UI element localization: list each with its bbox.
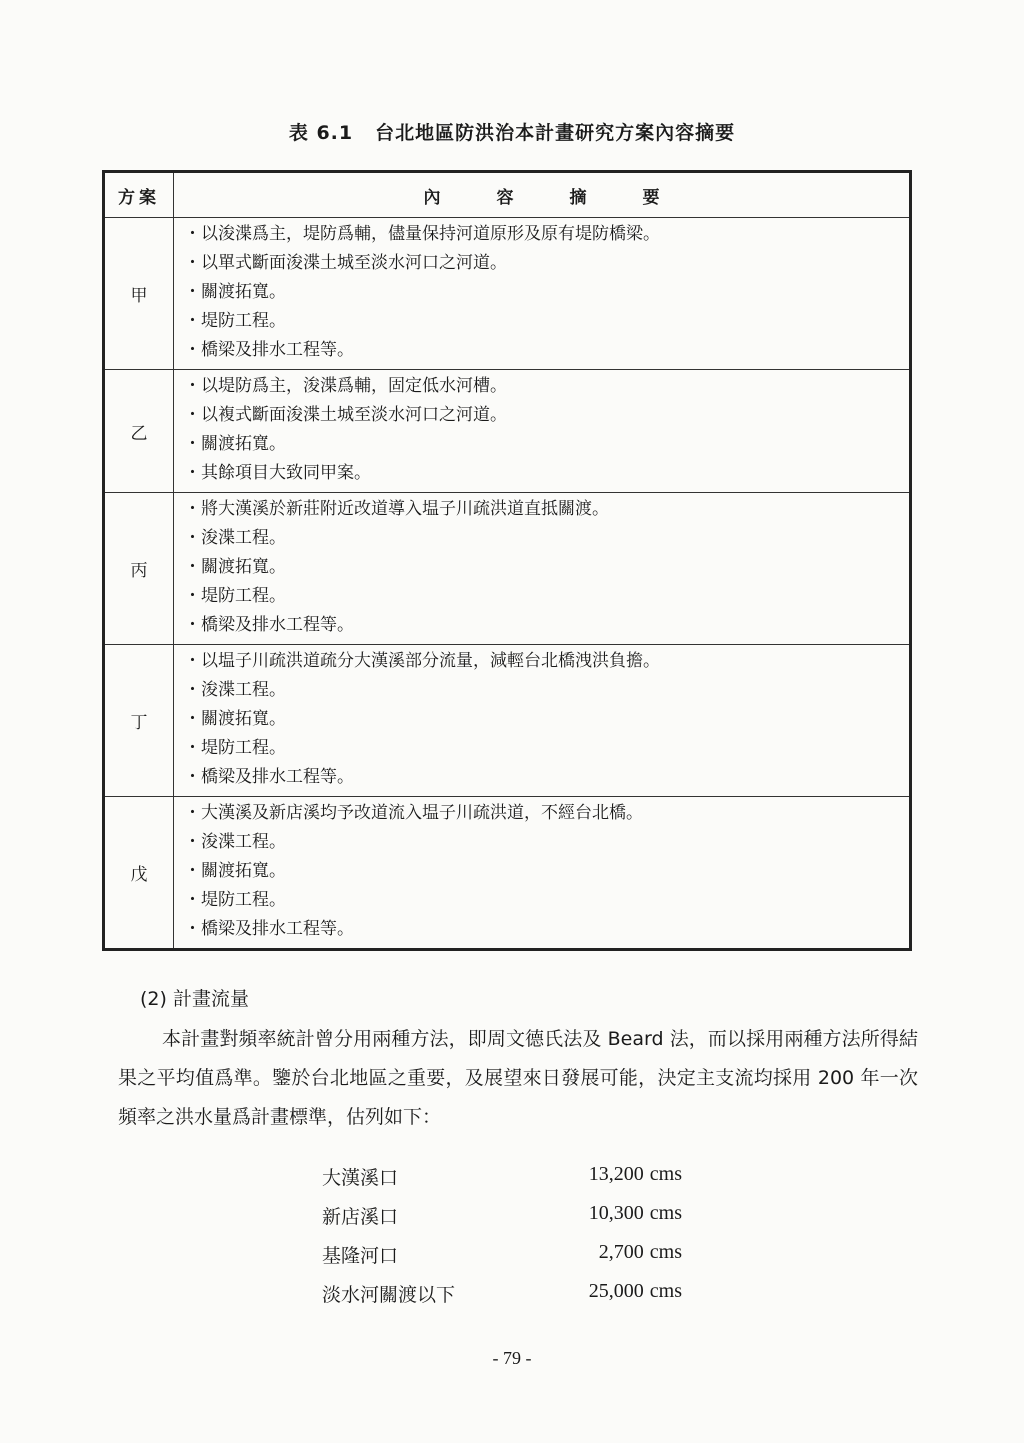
page-number: - 79 -: [492, 1348, 532, 1368]
flow-unit: cms: [649, 1241, 682, 1263]
flow-place: 基隆河口: [322, 1245, 399, 1267]
flow-row: [322, 1280, 682, 1319]
list-item: ・ 橋梁及排水工程等。: [196, 763, 909, 792]
list-item: ・ 關渡拓寬。: [196, 553, 909, 582]
flow-number: 25,000: [588, 1280, 644, 1302]
table-caption: [0, 118, 1024, 145]
section-heading: (2) 計畫流量: [140, 988, 249, 1010]
list-item: ・ 堤防工程。: [196, 582, 909, 611]
plan-items: [174, 797, 911, 950]
design-flow-list: [322, 1163, 682, 1319]
list-item: ・ 關渡拓寬。: [196, 430, 909, 459]
plan-label: 戊: [104, 797, 174, 950]
plan-label: 甲: [104, 218, 174, 370]
plan-label: 乙: [104, 370, 174, 493]
plan-items: [174, 370, 911, 493]
header-content-char: 內: [423, 187, 441, 208]
plan-items: [174, 493, 911, 645]
table-caption-title: 台北地區防洪治本計畫研究方案內容摘要: [375, 122, 736, 144]
list-item: ・ 以單式斷面浚渫土城至淡水河口之河道。: [196, 249, 909, 278]
list-item: ・ 關渡拓寬。: [196, 857, 909, 886]
plan-items: [174, 218, 911, 370]
list-item: ・ 關渡拓寬。: [196, 705, 909, 734]
list-item: ・ 將大漢溪於新莊附近改道導入塭子川疏洪道直抵關渡。: [196, 495, 909, 524]
body-paragraph: 本計畫對頻率統計曾分用兩種方法，即周文德氏法及 Beard 法，而以採用兩種方法所得結果之平均值爲準。鑒於台北地區之重要，及展望來日發展可能，決定主支流均採用 200 年一次頻率之洪水量爲計畫標準，估列如下：: [118, 1028, 918, 1128]
flow-value: [562, 1280, 682, 1319]
table-row: [104, 645, 911, 797]
table-row: [104, 797, 911, 950]
list-item: ・ 堤防工程。: [196, 734, 909, 763]
table-caption-number: 表 6.1: [288, 122, 354, 144]
flow-value: [562, 1202, 682, 1241]
table-header-row: [104, 172, 911, 218]
list-item: ・ 浚渫工程。: [196, 524, 909, 553]
flow-number: 2,700: [598, 1241, 644, 1263]
header-plan: 方案: [104, 172, 174, 218]
flow-row: [322, 1202, 682, 1241]
plan-summary-table: [102, 170, 912, 951]
flow-unit: cms: [649, 1280, 682, 1302]
list-item: ・ 橋梁及排水工程等。: [196, 611, 909, 640]
flow-number: 13,200: [588, 1163, 644, 1185]
flow-place: 淡水河關渡以下: [322, 1284, 456, 1306]
header-content-char: 要: [642, 187, 660, 208]
header-content: [174, 172, 911, 218]
list-item: ・ 堤防工程。: [196, 886, 909, 915]
list-item: ・ 浚渫工程。: [196, 828, 909, 857]
header-content-char: 容: [496, 187, 514, 208]
flow-unit: cms: [649, 1202, 682, 1224]
flow-unit: cms: [649, 1163, 682, 1185]
flow-row: [322, 1163, 682, 1202]
table-row: [104, 218, 911, 370]
flow-value: [562, 1241, 682, 1280]
flow-place: 新店溪口: [322, 1206, 399, 1228]
header-content-char: 摘: [569, 187, 587, 208]
list-item: ・ 其餘項目大致同甲案。: [196, 459, 909, 488]
list-item: ・ 浚渫工程。: [196, 676, 909, 705]
flow-value: [562, 1163, 682, 1202]
list-item: ・ 橋梁及排水工程等。: [196, 336, 909, 365]
list-item: ・ 橋梁及排水工程等。: [196, 915, 909, 944]
plan-items: [174, 645, 911, 797]
list-item: ・ 大漢溪及新店溪均予改道流入塭子川疏洪道，不經台北橋。: [196, 799, 909, 828]
flow-row: [322, 1241, 682, 1280]
list-item: ・ 以浚渫爲主，堤防爲輔，儘量保持河道原形及原有堤防橋梁。: [196, 220, 909, 249]
plan-label: 丙: [104, 493, 174, 645]
list-item: ・ 關渡拓寬。: [196, 278, 909, 307]
plan-label: 丁: [104, 645, 174, 797]
list-item: ・ 以堤防爲主，浚渫爲輔，固定低水河槽。: [196, 372, 909, 401]
flow-place: 大漢溪口: [322, 1167, 399, 1189]
flow-number: 10,300: [588, 1202, 644, 1224]
table-row: [104, 493, 911, 645]
list-item: ・ 以塭子川疏洪道疏分大漢溪部分流量，減輕台北橋洩洪負擔。: [196, 647, 909, 676]
list-item: ・ 以複式斷面浚渫土城至淡水河口之河道。: [196, 401, 909, 430]
table-row: [104, 370, 911, 493]
list-item: ・ 堤防工程。: [196, 307, 909, 336]
